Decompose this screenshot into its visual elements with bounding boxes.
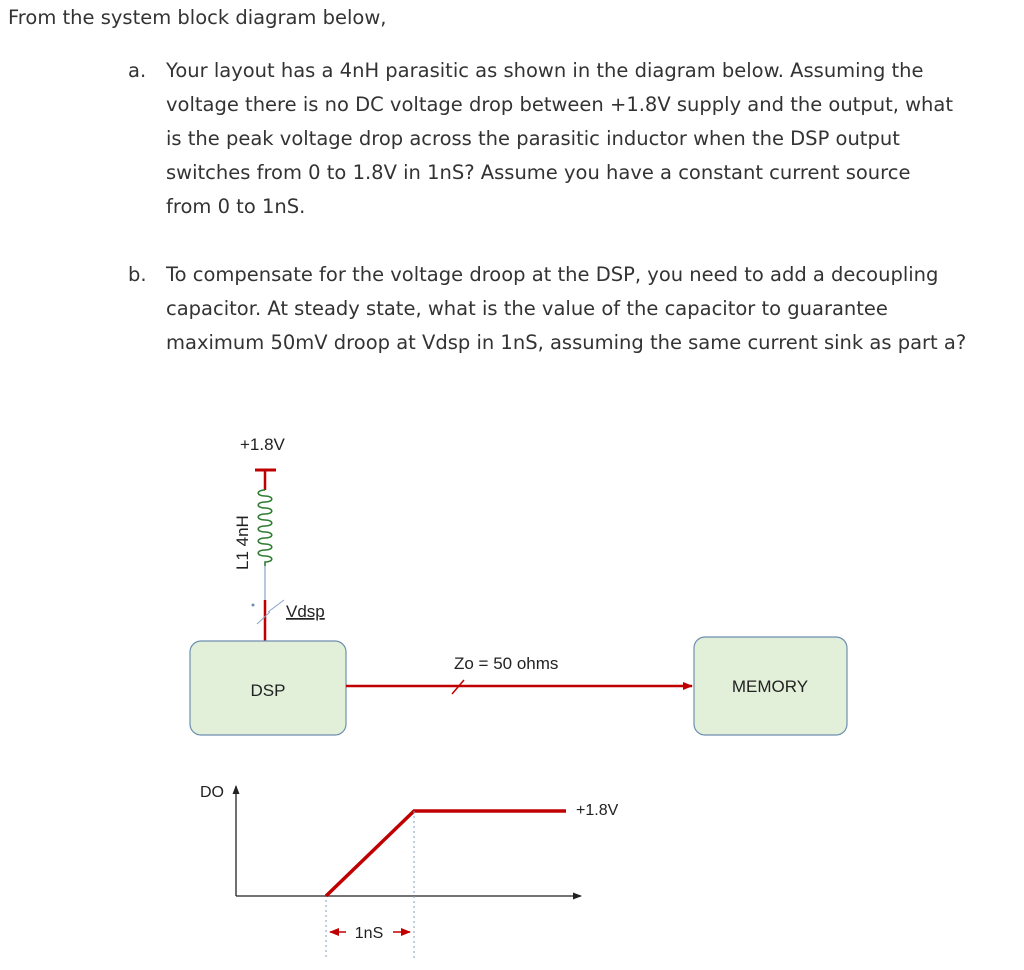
intro-text: From the system block diagram below, [8,6,387,29]
question-b-line: capacitor. At steady state, what is the value of the capacitor to guarantee [166,297,888,320]
question-b-line: maximum 50mV droop at Vdsp in 1nS, assuming the same current sink as part a? [166,331,967,354]
question-a-line: is the peak voltage drop across the parasitic inductor when the DSP output [166,127,900,150]
question-b-line: To compensate for the voltage droop at the DSP, you need to add a decoupling [166,263,939,286]
question-a-line: from 0 to 1nS. [166,195,306,218]
vdsp-label: Vdsp [286,602,325,621]
vdsp-pointer [268,600,284,612]
inductor-icon [258,490,272,566]
vdsp-tick [257,612,270,624]
waveform-trace [326,811,566,896]
inductor-terminal [252,604,255,607]
question-b-marker: b. [128,263,147,286]
question-a-line: Your layout has a 4nH parasitic as shown in the diagram below. Assuming the [166,59,924,82]
supply-label: +1.8V [240,435,285,454]
question-a-line: switches from 0 to 1.8V in 1nS? Assume you have a constant current source [166,161,911,184]
question-a-line: voltage there is no DC voltage drop between +1.8V supply and the output, what [166,93,954,116]
inductor-label: L1 4nH [233,515,252,570]
waveform-y-label: DO [200,784,224,801]
waveform-level-label: +1.8V [576,802,619,819]
memory-label: MEMORY [731,677,809,696]
impedance-label: Zo = 50 ohms [454,654,559,673]
time-label: 1nS [354,925,384,942]
dsp-label: DSP [250,681,286,700]
question-a-marker: a. [128,59,147,82]
